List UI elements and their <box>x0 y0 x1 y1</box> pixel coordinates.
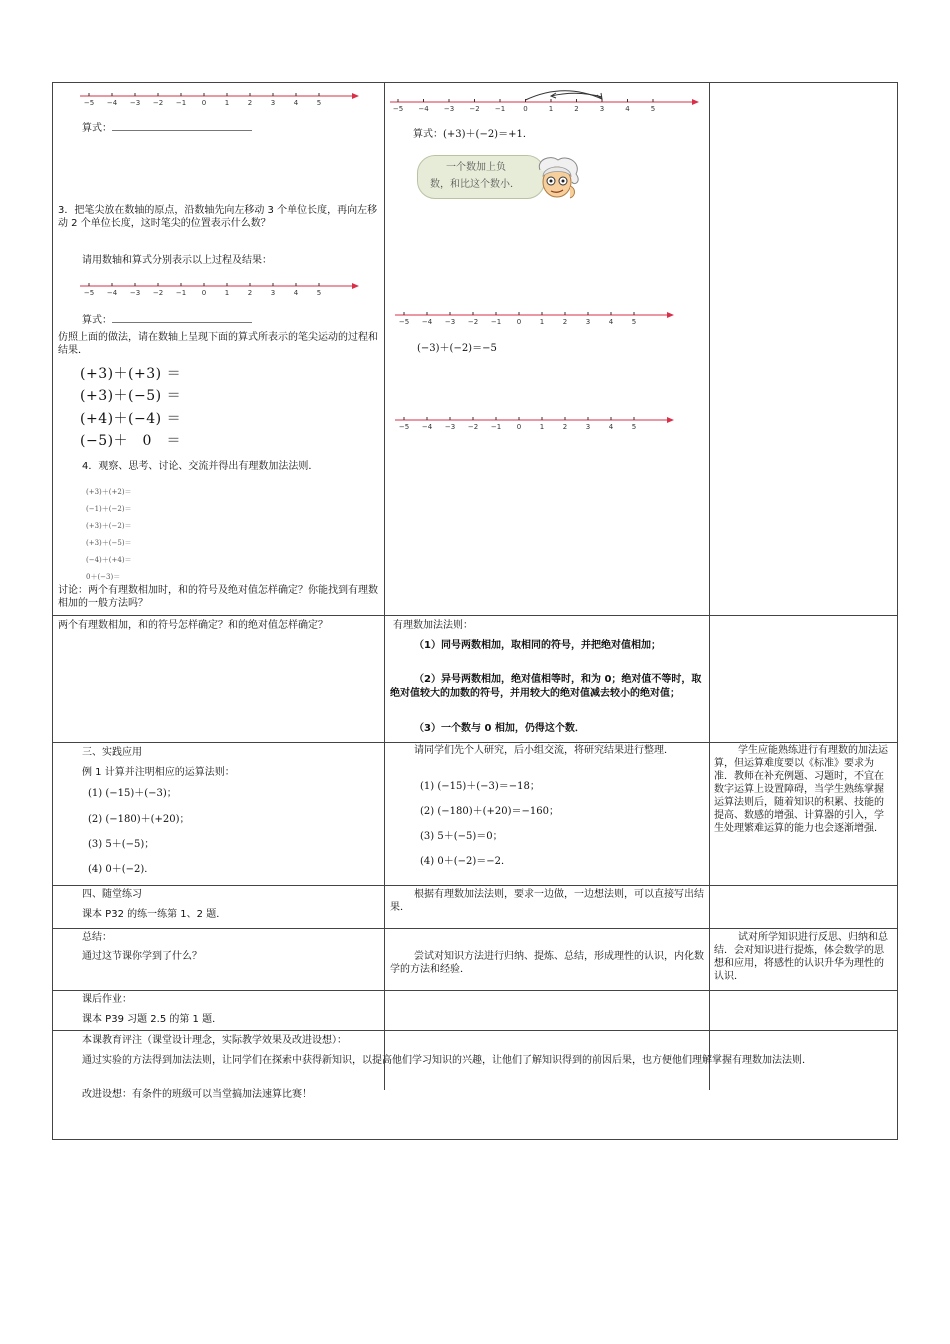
practice-text: 课本 P32 的练一练第 1、2 题． <box>82 909 227 920</box>
section-4-title: 四、随堂练习 <box>82 889 142 900</box>
tick-label: −2 <box>467 423 479 431</box>
tick-label: 5 <box>631 318 637 326</box>
rule-1: （1）同号两数相加，取相同的符号，并把绝对值相加； <box>414 640 661 651</box>
example-1: 例 1 计算并注明相应的运算法则： <box>82 767 235 778</box>
tick-label: 4 <box>608 423 614 431</box>
tick-label: −4 <box>421 423 433 431</box>
tick-label: −1 <box>490 318 502 326</box>
tick-label: 0 <box>516 423 522 431</box>
answer-blank <box>112 313 252 323</box>
tick-label: 4 <box>608 318 614 326</box>
summary-question: 通过这节课你学到了什么？ <box>82 951 202 962</box>
small-expr: (+3)＋(−5)＝ <box>86 539 132 547</box>
tick-label: 5 <box>316 289 322 297</box>
tick-label: −4 <box>421 318 433 326</box>
tick-label: 0 <box>516 318 522 326</box>
axis-arrowhead <box>667 312 674 318</box>
row5-reflection: 试对所学知识进行反思、归纳和总结．会对知识进行提炼，体会数学的思想和应用，将感性的认识升华为理性的认识． <box>714 932 888 982</box>
tick-label: 1 <box>224 289 230 297</box>
row-divider <box>52 742 898 743</box>
tick-label: 3 <box>270 289 276 297</box>
number-line <box>80 280 360 298</box>
formula-label: 算式： <box>82 121 252 135</box>
section-3-title: 三、实践应用 <box>82 747 142 758</box>
tick-label: 3 <box>599 105 605 113</box>
tick-label: −4 <box>106 289 118 297</box>
tick-label: 0 <box>201 289 207 297</box>
tick-label: 5 <box>631 423 637 431</box>
col-divider-2 <box>709 82 710 1090</box>
row3-note: 学生应能熟练进行有理数的加法运算，但运算难度要以《标准》要求为准．教师在补充例题、习题时，不宜在数字运算上设置障碍，当学生熟练掌握运算法则后，随着知识的积累、技能的提高、数感的增强、计算器的引入，学生处理繁难运算的能力也会逐渐增强． <box>714 745 888 834</box>
example-item-2: (2) (−180)＋(+20)； <box>88 814 190 825</box>
tick-label: 0 <box>201 99 207 107</box>
tick-label: −1 <box>490 423 502 431</box>
example-item-3: (3) 5＋(−5)； <box>88 839 155 850</box>
example-item-1: (1) (−15)＋(−3)； <box>88 788 177 799</box>
small-expr: (+3)＋(+2)＝ <box>86 488 132 496</box>
number-line-with-arrows <box>390 84 700 120</box>
answer-item-1: (1) (−15)＋(−3)＝−18； <box>420 781 540 792</box>
expr-2: (+3)＋(−5) ＝ <box>80 388 182 404</box>
tick-label: 2 <box>247 99 253 107</box>
answer-item-2: (2) (−180)＋(+20)＝−160； <box>420 806 559 817</box>
row5-note: 尝试对知识方法进行归纳、提炼、总结，形成理性的认识，内化数学的方法和经验． <box>390 951 704 975</box>
rules-title: 有理数加法法则： <box>393 620 473 631</box>
answer-item-4: (4) 0＋(−2)＝−2． <box>420 856 511 867</box>
small-expr: (−4)＋(+4)＝ <box>86 556 132 564</box>
question-4: 4．观察、思考、讨论、交流并得出有理数加法法则． <box>82 461 319 472</box>
tick-label: 0 <box>523 105 528 113</box>
tick-label: 1 <box>224 99 230 107</box>
tick-label: −5 <box>83 289 95 297</box>
tick-label: 2 <box>562 318 568 326</box>
tick-label: −5 <box>392 105 404 113</box>
tick-label: 5 <box>316 99 322 107</box>
tick-label: −3 <box>129 99 141 107</box>
row2-question: 两个有理数相加，和的符号怎样确定？和的绝对值怎样确定？ <box>58 620 328 631</box>
homework-text: 课本 P39 习题 2.5 的第 1 题． <box>82 1014 223 1025</box>
tick-label: −3 <box>444 423 456 431</box>
axis-arrowhead <box>352 93 359 99</box>
hint-line-2: 数，和比这个数小． <box>430 179 520 190</box>
tick-label: 2 <box>574 105 579 113</box>
row-divider <box>52 615 898 616</box>
rule-2: （2）异号两数相加，绝对值相等时，和为 0；绝对值不等时，取绝对值较大的加数的符号，并用较大的绝对值减去较小的绝对值； <box>390 674 702 699</box>
tick-label: 2 <box>247 289 253 297</box>
tick-label: 4 <box>293 289 299 297</box>
tick-label: 2 <box>562 423 568 431</box>
small-expr: 0＋(−3)＝ <box>86 573 121 581</box>
instruction: 请用数轴和算式分别表示以上过程及结果： <box>82 255 272 266</box>
formula-2: (−3)＋(−2)＝−5 <box>417 343 497 354</box>
tick-label: −2 <box>467 318 479 326</box>
col-divider-1 <box>384 82 385 1090</box>
small-expr: (−1)＋(−2)＝ <box>86 505 132 513</box>
tick-label: −3 <box>444 318 456 326</box>
tick-label: 1 <box>548 105 554 113</box>
tick-label: 1 <box>539 318 545 326</box>
tick-label: 3 <box>270 99 276 107</box>
imitate-instruction: 仿照上面的做法，请在数轴上呈现下面的算式所表示的笔尖运动的过程和结果． <box>58 332 378 356</box>
tick-label: −5 <box>398 423 410 431</box>
commentary-p1: 通过实验的方法得到加法法则，让同学们在探索中获得新知识，以提高他们学习知识的兴趣，让他们了解知识得到的前因后果，也方便他们理解掌握有理数加法法则． <box>82 1055 812 1066</box>
example-item-4: (4) 0＋(−2)． <box>88 864 155 875</box>
homework-title: 课后作业： <box>82 994 132 1005</box>
thinking-student-icon <box>530 156 584 208</box>
tick-label: −1 <box>494 105 506 113</box>
commentary-p2: 改进设想：有条件的班级可以当堂搞加法速算比赛！ <box>82 1089 312 1100</box>
row3-intro: 请同学们先个人研究，后小组交流，将研究结果进行整理． <box>414 745 674 756</box>
small-expr: (+3)＋(−2)＝ <box>86 522 132 530</box>
number-line <box>395 309 675 327</box>
row-divider <box>52 990 898 991</box>
tick-label: −3 <box>443 105 455 113</box>
formula-1: 算式：(+3)＋(−2)＝+1． <box>413 129 533 140</box>
tick-label: −3 <box>129 289 141 297</box>
tick-label: −5 <box>83 99 95 107</box>
tick-label: −5 <box>398 318 410 326</box>
axis-arrowhead <box>352 283 359 289</box>
rule-3: （3）一个数与 0 相加，仍得这个数． <box>414 723 585 734</box>
tick-label: 3 <box>585 423 591 431</box>
row4-note: 根据有理数加法法则，要求一边做，一边想法则，可以直接写出结果． <box>390 889 704 913</box>
tick-label: −1 <box>175 289 187 297</box>
hint-line-1: 一个数加上负 <box>446 162 506 173</box>
axis-arrowhead <box>667 417 674 423</box>
tick-label: −2 <box>152 289 164 297</box>
answer-item-3: (3) 5＋(−5)＝0； <box>420 831 503 842</box>
tick-label: 4 <box>293 99 299 107</box>
discussion: 讨论：两个有理数相加时，和的符号及绝对值怎样确定？你能找到有理数相加的一般方法吗？ <box>58 585 378 609</box>
expr-3: (+4)＋(−4) ＝ <box>80 411 182 427</box>
tick-label: 4 <box>625 105 630 113</box>
question-3: 3．把笔尖放在数轴的原点，沿数轴先向左移动 3 个单位长度，再向左移动 2 个单位长度，这时笔尖的位置表示什么数？ <box>58 205 378 229</box>
move-arrow-right <box>526 91 603 100</box>
tick-label: −1 <box>175 99 187 107</box>
formula-label: 算式： <box>82 313 252 327</box>
summary-title: 总结： <box>82 932 112 943</box>
expr-1: (+3)＋(+3) ＝ <box>80 366 182 382</box>
tick-label: 5 <box>650 105 656 113</box>
answer-blank <box>112 121 252 131</box>
tick-label: 1 <box>539 423 545 431</box>
row-divider <box>52 1030 898 1031</box>
tick-label: −4 <box>106 99 118 107</box>
tick-label: 3 <box>585 318 591 326</box>
tick-label: −2 <box>152 99 164 107</box>
row-divider <box>52 885 898 886</box>
expr-4: (−5)＋ 0 ＝ <box>80 433 181 449</box>
tick-label: −2 <box>469 105 480 113</box>
number-line <box>80 90 360 108</box>
number-line <box>395 414 675 432</box>
commentary-title: 本课教育评注（课堂设计理念，实际教学效果及改进设想）： <box>82 1035 347 1046</box>
row-divider <box>52 928 898 929</box>
axis-arrowhead <box>692 99 699 105</box>
tick-label: −4 <box>418 105 429 113</box>
